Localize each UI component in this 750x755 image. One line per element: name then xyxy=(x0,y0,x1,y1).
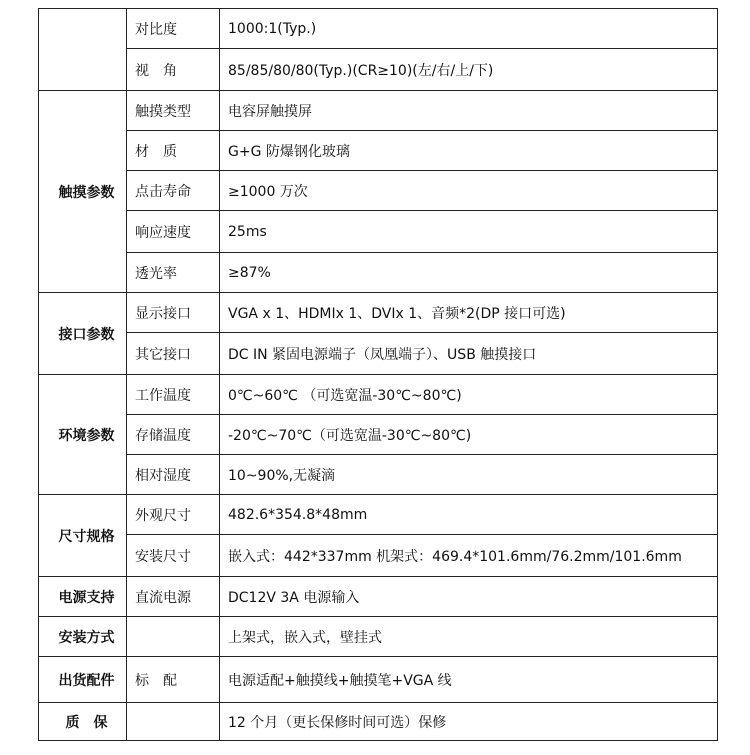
table-row xyxy=(39,455,718,495)
spec-value-cell: DC IN 紧固电源端子（凤凰端子）、USB 触摸接口 xyxy=(220,333,718,375)
category-cell: 出货配件 xyxy=(39,657,127,703)
spec-label-cell: 触摸类型 xyxy=(127,91,220,131)
table-row xyxy=(39,131,718,171)
category-cell: 尺寸规格 xyxy=(39,495,127,577)
spec-label-cell: 透光率 xyxy=(127,253,220,293)
spec-label-cell: 视 角 xyxy=(127,49,220,91)
spec-value-cell: ≥1000 万次 xyxy=(220,171,718,211)
spec-label-cell: 存储温度 xyxy=(127,415,220,455)
category-cell: 质 保 xyxy=(39,703,127,741)
table-row xyxy=(39,657,718,703)
spec-label-cell xyxy=(127,617,220,657)
spec-value-cell: 85/85/80/80(Typ.)(CR≥10)(左/右/上/下) xyxy=(220,49,718,91)
spec-label-cell: 直流电源 xyxy=(127,577,220,617)
category-cell: 电源支持 xyxy=(39,577,127,617)
spec-table-body xyxy=(39,9,718,741)
table-row xyxy=(39,375,718,415)
table-row xyxy=(39,171,718,211)
spec-value-cell: 25ms xyxy=(220,211,718,253)
category-cell: 接口参数 xyxy=(39,293,127,375)
spec-table xyxy=(38,8,718,741)
spec-label-cell: 安装尺寸 xyxy=(127,535,220,577)
spec-label-cell: 材 质 xyxy=(127,131,220,171)
table-row xyxy=(39,49,718,91)
spec-value-cell: 电源适配+触摸线+触摸笔+VGA 线 xyxy=(220,657,718,703)
table-row xyxy=(39,293,718,333)
spec-value-cell: 0℃~60℃ （可选宽温-30℃~80℃) xyxy=(220,375,718,415)
spec-value-cell: 电容屏触摸屏 xyxy=(220,91,718,131)
spec-value-cell: -20℃~70℃（可选宽温-30℃~80℃) xyxy=(220,415,718,455)
table-row xyxy=(39,577,718,617)
spec-value-cell: G+G 防爆钢化玻璃 xyxy=(220,131,718,171)
table-row xyxy=(39,211,718,253)
spec-value-cell: 1000:1(Typ.) xyxy=(220,9,718,49)
table-row xyxy=(39,495,718,535)
spec-value-cell: ≥87% xyxy=(220,253,718,293)
spec-value-cell: 上架式，嵌入式，壁挂式 xyxy=(220,617,718,657)
spec-label-cell: 外观尺寸 xyxy=(127,495,220,535)
spec-label-cell: 对比度 xyxy=(127,9,220,49)
spec-value-cell: 10~90%,无凝滴 xyxy=(220,455,718,495)
spec-label-cell: 其它接口 xyxy=(127,333,220,375)
table-row xyxy=(39,253,718,293)
spec-value-cell: 482.6*354.8*48mm xyxy=(220,495,718,535)
category-cell: 触摸参数 xyxy=(39,91,127,293)
category-cell: 安装方式 xyxy=(39,617,127,657)
table-row xyxy=(39,617,718,657)
spec-label-cell xyxy=(127,703,220,741)
spec-value-cell: 嵌入式：442*337mm 机架式：469.4*101.6mm/76.2mm/101.6mm xyxy=(220,535,718,577)
spec-label-cell: 相对湿度 xyxy=(127,455,220,495)
spec-value-cell: VGA x 1、HDMIx 1、DVIx 1、音频*2(DP 接口可选) xyxy=(220,293,718,333)
spec-label-cell: 标 配 xyxy=(127,657,220,703)
table-row xyxy=(39,9,718,49)
table-row xyxy=(39,703,718,741)
spec-label-cell: 点击寿命 xyxy=(127,171,220,211)
category-cell: 环境参数 xyxy=(39,375,127,495)
spec-label-cell: 响应速度 xyxy=(127,211,220,253)
spec-value-cell: 12 个月（更长保修时间可选）保修 xyxy=(220,703,718,741)
category-cell xyxy=(39,9,127,91)
table-row xyxy=(39,91,718,131)
spec-value-cell: DC12V 3A 电源输入 xyxy=(220,577,718,617)
spec-label-cell: 显示接口 xyxy=(127,293,220,333)
spec-label-cell: 工作温度 xyxy=(127,375,220,415)
table-row xyxy=(39,333,718,375)
table-row xyxy=(39,415,718,455)
table-row xyxy=(39,535,718,577)
